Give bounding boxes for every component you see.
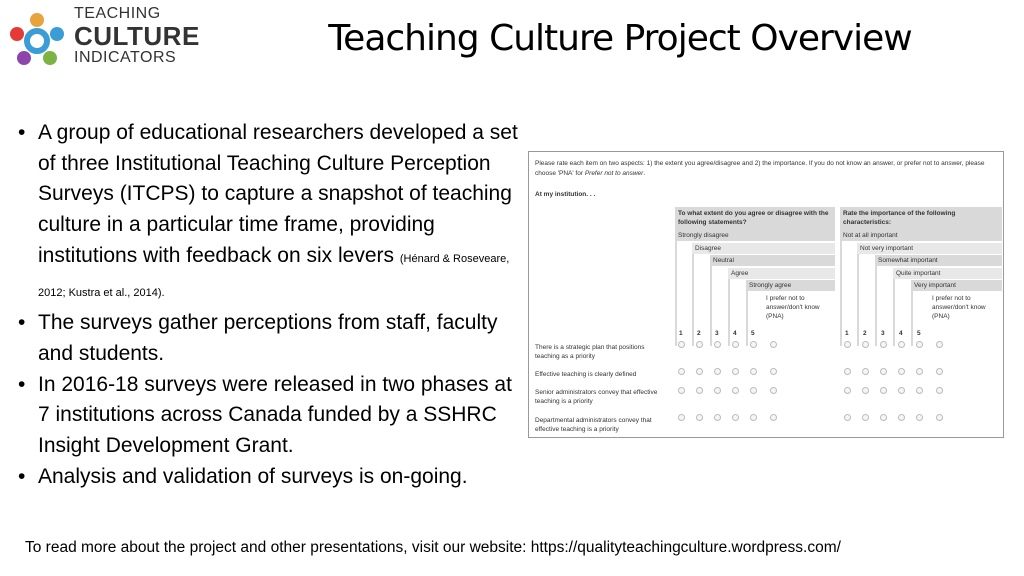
radio-option[interactable] (732, 368, 739, 375)
radio-option[interactable] (880, 387, 887, 394)
radio-option[interactable] (732, 387, 739, 394)
radio-option[interactable] (880, 368, 887, 375)
agree-scale-3: Neutral (710, 255, 835, 266)
citation: (Hénard & Roseveare, 2012; Kustra et al., 2014). (38, 252, 510, 299)
radio-option[interactable] (714, 368, 721, 375)
logo-mark-icon (4, 8, 70, 74)
column-number: 3 (715, 330, 719, 337)
radio-option[interactable] (696, 387, 703, 394)
bullet-text: A group of educational researchers developed a set of three Institutional Teaching Culture Perception Surveys (ITCPS) to capture a snapshot of teaching culture in a particular time frame, providing institutions with feedback on six levers (38, 121, 518, 267)
radio-option[interactable] (678, 414, 685, 421)
agree-scale-1: Strongly disagree (675, 230, 835, 241)
radio-option[interactable] (844, 387, 851, 394)
radio-option[interactable] (916, 341, 923, 348)
radio-option[interactable] (862, 387, 869, 394)
radio-option[interactable] (880, 414, 887, 421)
radio-option[interactable] (750, 414, 757, 421)
agree-pna-label: I prefer not to answer/don't know (PNA) (766, 295, 820, 320)
radio-option[interactable] (714, 341, 721, 348)
survey-institution-label: At my institution. . . (535, 191, 596, 198)
importance-scale-3: Somewhat important (875, 255, 1002, 266)
bullet-item (18, 118, 518, 308)
survey-intro: Please rate each item on two aspects: 1) the extent you agree/disagree and 2) the importance. If you do not know an answer, or prefer not to answer, please choose 'PNA' for Prefer not to answer. (535, 160, 985, 177)
bullet-item: • The surveys gather perceptions from staff, faculty and students. (18, 308, 518, 369)
page-title: Teaching Culture Project Overview (328, 18, 912, 59)
radio-option[interactable] (916, 368, 923, 375)
agree-header: To what extent do you agree or disagree with the following statements? (675, 207, 835, 232)
radio-option[interactable] (678, 368, 685, 375)
importance-pna-label: I prefer not to answer/don't know (PNA) (932, 295, 986, 320)
radio-option[interactable] (862, 368, 869, 375)
column-number: 2 (863, 330, 867, 337)
radio-option[interactable] (678, 341, 685, 348)
radio-option[interactable] (750, 368, 757, 375)
radio-option[interactable] (936, 341, 943, 348)
agree-scale-5: Strongly agree (746, 280, 835, 291)
survey-item-label: Effective teaching is clearly defined (535, 371, 637, 378)
radio-option[interactable] (898, 387, 905, 394)
importance-scale-5: Very important (911, 280, 1002, 291)
survey-item-label: Senior administrators convey that effective teaching is a priority (535, 389, 658, 405)
radio-option[interactable] (678, 387, 685, 394)
radio-option[interactable] (732, 414, 739, 421)
radio-option[interactable] (714, 387, 721, 394)
survey-preview (528, 151, 1004, 438)
survey-intro-emphasis: Prefer not to answer (584, 170, 644, 177)
radio-option[interactable] (770, 341, 777, 348)
importance-scale-2: Not very important (857, 243, 1002, 254)
footer-text: To read more about the project and other presentations, visit our website: https://qualityteachingculture.wordpress.com/ (25, 539, 841, 556)
radio-option[interactable] (936, 414, 943, 421)
radio-option[interactable] (898, 368, 905, 375)
column-number: 4 (899, 330, 903, 337)
radio-option[interactable] (770, 414, 777, 421)
survey-item-label: There is a strategic plan that positions teaching as a priority (535, 344, 645, 360)
column-number: 3 (881, 330, 885, 337)
radio-option[interactable] (696, 341, 703, 348)
bullet-item: • Analysis and validation of surveys is on-going. (18, 462, 518, 493)
radio-option[interactable] (750, 387, 757, 394)
importance-scale-1: Not at all important (840, 230, 1002, 241)
radio-option[interactable] (862, 341, 869, 348)
logo-text (74, 6, 200, 66)
logo-line-indicators: INDICATORS (74, 49, 177, 66)
column-number: 1 (679, 330, 683, 337)
radio-option[interactable] (898, 341, 905, 348)
column-number: 5 (751, 330, 755, 337)
radio-option[interactable] (898, 414, 905, 421)
radio-option[interactable] (936, 368, 943, 375)
radio-option[interactable] (916, 387, 923, 394)
agree-scale-4: Agree (728, 268, 835, 279)
radio-option[interactable] (862, 414, 869, 421)
radio-option[interactable] (844, 414, 851, 421)
radio-option[interactable] (844, 368, 851, 375)
radio-option[interactable] (770, 387, 777, 394)
radio-option[interactable] (696, 414, 703, 421)
survey-item-label: Departmental administrators convey that effective teaching is a priority (535, 417, 652, 433)
importance-scale-4: Quite important (893, 268, 1002, 279)
column-number: 2 (697, 330, 701, 337)
column-number: 1 (845, 330, 849, 337)
importance-header: Rate the importance of the following characteristics: (840, 207, 1002, 232)
bullet-list (18, 118, 518, 492)
radio-option[interactable] (916, 414, 923, 421)
radio-option[interactable] (844, 341, 851, 348)
column-number: 4 (733, 330, 737, 337)
radio-option[interactable] (696, 368, 703, 375)
bullet-item: • In 2016-18 surveys were released in two phases at 7 institutions across Canada funded by a SSHRC Insight Development Grant. (18, 370, 518, 462)
radio-option[interactable] (880, 341, 887, 348)
logo-line-culture: CULTURE (74, 21, 200, 51)
radio-option[interactable] (936, 387, 943, 394)
radio-option[interactable] (750, 341, 757, 348)
radio-option[interactable] (714, 414, 721, 421)
agree-scale-2: Disagree (692, 243, 835, 254)
logo (4, 2, 204, 74)
radio-option[interactable] (732, 341, 739, 348)
logo-line-teaching: TEACHING (74, 5, 161, 22)
column-number: 5 (917, 330, 921, 337)
radio-option[interactable] (770, 368, 777, 375)
